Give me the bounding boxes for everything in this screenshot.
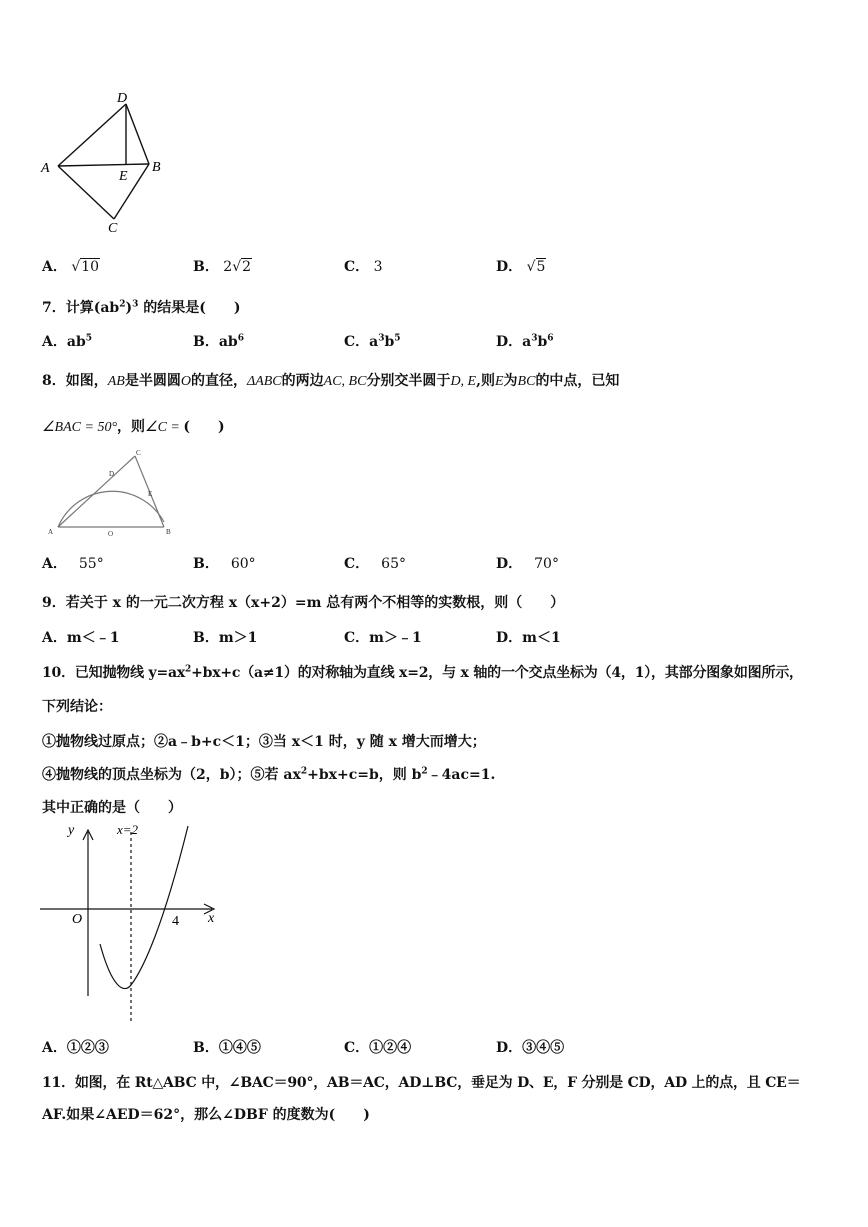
q8-option-a: A． 55°	[42, 556, 104, 572]
label-C: C	[136, 449, 141, 457]
coefficient: 2	[223, 259, 233, 275]
question-6-figure	[36, 86, 176, 236]
q10-option-b: B．①④⑤	[193, 1040, 261, 1056]
q8-option-b: B． 60°	[193, 556, 256, 572]
radicand: 5	[536, 259, 546, 275]
y-axis-label: y	[68, 823, 75, 838]
option-value: 3	[373, 259, 383, 275]
q11-stem-line-1: 11．如图，在 Rt△ABC 中，∠BAC＝90°，AB＝AC，AD⊥BC，垂足为 D、E，F 分别是 CD，AD 上的点，且 CE＝	[42, 1075, 801, 1091]
radicand: 10	[81, 259, 100, 275]
label-A: A	[41, 161, 50, 176]
label-C: C	[108, 221, 118, 236]
option-key: C．	[344, 259, 370, 275]
label-O: O	[108, 530, 114, 538]
label-B: B	[166, 528, 171, 536]
option-key: D．	[496, 259, 523, 275]
q10-stem-line-1: 10．已知抛物线 $y=ax^2+bx+c(a\ne 1)$的对称轴为直线 x=2，与 x 轴的一个交点坐标为（4，1），其部分图象如图所示，	[42, 664, 803, 681]
q10-option-a: A．①②③	[42, 1040, 109, 1056]
question-10-graph	[36, 818, 226, 1026]
q8-option-d: D． 70°	[496, 556, 559, 572]
label-E: E	[119, 169, 128, 184]
label-D: D	[109, 470, 115, 478]
q6-option-d	[496, 256, 546, 276]
label-D: D	[117, 91, 128, 106]
q8-option-c: C． 65°	[344, 556, 406, 572]
q7-stem: 7．计算$(ab^2)^3$ 的结果是( )	[42, 299, 241, 316]
q7-option-d: D．$a^3b^6$	[496, 333, 554, 350]
q6-option-b	[193, 256, 252, 276]
question-8-figure	[44, 446, 184, 542]
q9-option-a: A．m＜﹣1	[42, 630, 120, 646]
q6-option-a	[42, 256, 100, 276]
x-intercept-label: 4	[172, 914, 179, 929]
option-key: B．	[193, 259, 219, 275]
q9-option-c: C．m＞﹣1	[344, 630, 422, 646]
q8-stem-line-1: 8．如图，AB是半圆圆O的直径，ΔABC的两边AC, BC分别交半圆于D, E,则E为BC的中点，已知	[42, 373, 620, 389]
option-key: A．	[42, 259, 67, 275]
q6-option-c	[344, 256, 383, 276]
label-B: B	[152, 160, 161, 175]
q10-stem-line-5: 其中正确的是（ ）	[42, 800, 182, 816]
q10-stem-line-2: 下列结论：	[42, 699, 112, 715]
q8-stem-line-2: ∠BAC = 50°，则∠C = ( )	[42, 419, 225, 435]
x-axis-label: x	[208, 911, 215, 926]
q10-stem-line-4: ④抛物线的顶点坐标为（2，b）；⑤若 $ax^2+bx+c=b$，则 $b^2﹣4ac=1$.	[42, 766, 496, 783]
axis-of-symmetry-label: x=2	[117, 822, 139, 837]
sqrt-icon: √	[526, 259, 536, 275]
q9-stem: 9．若关于 x 的一元二次方程 x（x+2）=m 总有两个不相等的实数根，则（ ）	[42, 595, 565, 611]
q10-option-d: D．③④⑤	[496, 1040, 565, 1056]
q9-option-b: B．m＞1	[193, 630, 258, 646]
label-A: A	[48, 528, 54, 536]
radicand: 2	[242, 259, 252, 275]
label-E: E	[148, 490, 153, 498]
sqrt-icon: √	[71, 259, 81, 275]
q7-option-a: A．$ab^5$	[42, 333, 93, 350]
q10-stem-line-3: ①抛物线过原点；②a﹣b+c＜1；③当 x＜1 时，y 随 x 增大而增大；	[42, 734, 486, 750]
q11-stem-line-2: AF.如果∠AED＝62°，那么∠DBF 的度数为( )	[42, 1107, 370, 1123]
origin-label: O	[72, 912, 83, 927]
q10-option-c: C．①②④	[344, 1040, 412, 1056]
q7-option-c: C．$a^3b^5$	[344, 333, 401, 350]
q7-option-b: B．$ab^6$	[193, 333, 244, 350]
sqrt-icon: √	[232, 259, 242, 275]
q9-option-d: D．m＜1	[496, 630, 561, 646]
